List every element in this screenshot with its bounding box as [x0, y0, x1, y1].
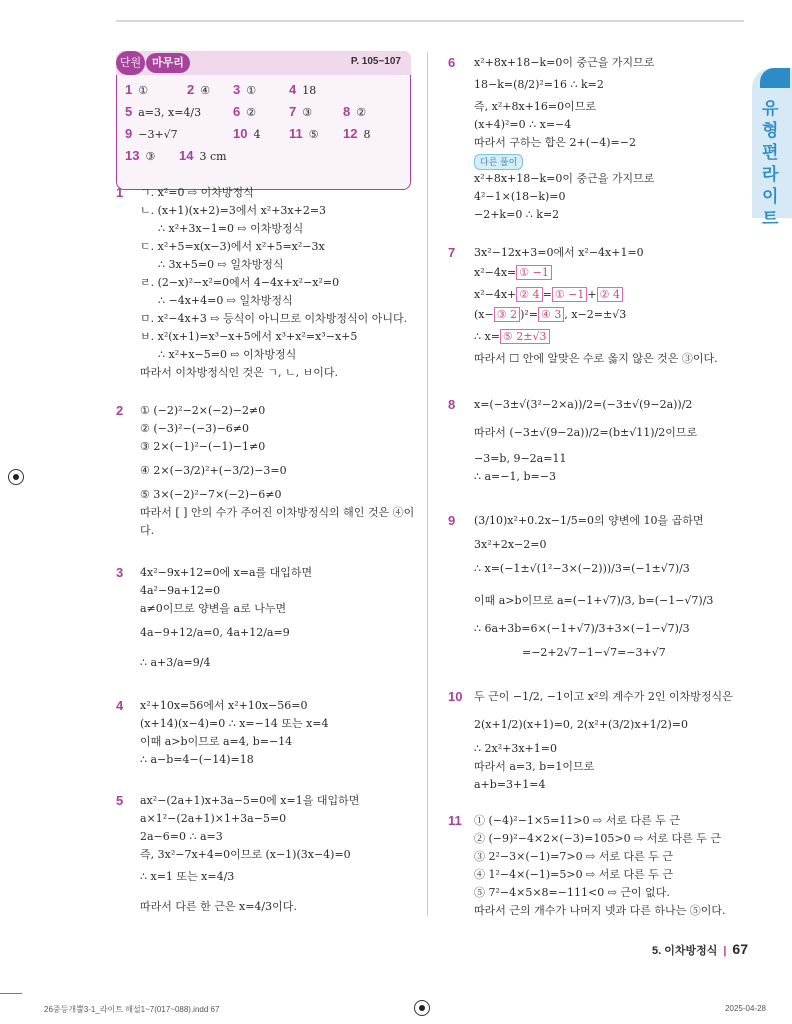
solution-line: 4a−9+12/a=0, 4a+12/a=9 [140, 626, 290, 639]
solution-line: ∴ x²+3x−1=0 ⇨ 이차방정식 [158, 222, 304, 235]
answer-item: 6 ② [233, 104, 257, 119]
question-number: 4 [116, 698, 124, 713]
solution-line: ∴ 6a+3b=6×(−1+√7)/3+3×(−1−√7)/3 [474, 622, 690, 635]
solution-line: ㄴ. (x+1)(x+2)=3에서 x²+3x+2=3 [140, 204, 327, 217]
answer-item: 1 ① [125, 82, 149, 97]
fill-box: ① −1 [552, 287, 588, 302]
solution-line: ④ 2×(−3/2)²+(−3/2)−3=0 [140, 464, 287, 477]
solution-line: 4x²−9x+12=0에 x=a를 대입하면 [140, 566, 313, 579]
solution-line: 따라서 구하는 합은 2+(−4)=−2 [474, 136, 636, 149]
solution-line: 4²−1×(18−k)=0 [474, 190, 566, 203]
solution-line: ④ 1²−4×(−1)=5>0 ⇨ 서로 다른 두 근 [474, 868, 674, 881]
question-number: 3 [116, 565, 124, 580]
solution-line: ∴ 3x+5=0 ⇨ 일차방정식 [158, 258, 284, 271]
solution-line: ㄱ. x²=0 ⇨ 이차방정식 [140, 186, 254, 199]
chapter-title: 5. 이차방정식 [651, 945, 718, 957]
answer-item: 13 ③ [125, 148, 156, 163]
side-tab-label: 유형편 라이트 [762, 99, 779, 228]
solution-line: ② (−3)²−(−3)−6≠0 [140, 422, 250, 435]
solution-line: ⑤ 7²−4×5×8=−111<0 ⇨ 근이 없다. [474, 886, 670, 899]
answer-item: 4 18 [289, 82, 317, 97]
answer-item: 2 ④ [187, 82, 211, 97]
answer-item: 12 8 [343, 126, 371, 141]
unit-title: 마무리 [146, 53, 190, 73]
answer-item: 10 4 [233, 126, 261, 141]
print-slug-date: 2025-04-28 [725, 1004, 766, 1013]
solution-line: (3/10)x²+0.2x−1/5=0의 양변에 10을 곱하면 [474, 514, 704, 527]
solution-line: ㄷ. x²+5=x(x−3)에서 x²+5=x²−3x [140, 240, 325, 253]
solution-line: (x+4)²=0 ∴ x=−4 [474, 118, 572, 131]
page-number: 67 [732, 941, 748, 957]
solution-line: ∴ x²+x−5=0 ⇨ 이차방정식 [158, 348, 297, 361]
solution-line: 따라서 근의 개수가 나머지 넷과 다른 하나는 ⑤이다. [474, 904, 726, 917]
solution-line: (x+14)(x−4)=0 ∴ x=−14 또는 x=4 [140, 717, 329, 730]
solution-line: a≠0이므로 양변을 a로 나누면 [140, 602, 287, 615]
solution-line: x²−4x+ ② 4 = ① −1 + ② 4 [474, 288, 623, 302]
solution-line: 4a²−9a+12=0 [140, 584, 221, 597]
solution-line: ㅁ. x²−4x+3 ⇨ 등식이 아니므로 이차방정식이 아니다. [140, 312, 408, 325]
solution-line: 즉, x²+8x+16=0이므로 [474, 100, 596, 113]
fill-box: ④ 3 [538, 307, 564, 322]
page-range: P. 105~107 [350, 56, 401, 67]
solution-line: 따라서 [ ] 안의 수가 주어진 이차방정식의 해인 것은 ④이 [140, 506, 415, 519]
solution-line: 이때 a>b이므로 a=(−1+√7)/3, b=(−1−√7)/3 [474, 594, 714, 607]
registration-mark-icon [414, 1000, 430, 1016]
answer-item: 11 ⑤ [289, 126, 319, 141]
top-rule [116, 20, 744, 22]
solution-line: 두 근이 −1/2, −1이고 x²의 계수가 2인 이차방정식은 [474, 690, 733, 703]
question-number: 9 [448, 513, 456, 528]
solution-line: ㄹ. (2−x)²−x²=0에서 4−4x+x²−x²=0 [140, 276, 340, 289]
solution-line: ② (−9)²−4×2×(−3)=105>0 ⇨ 서로 다른 두 근 [474, 832, 722, 845]
column-divider [427, 52, 428, 916]
solution-line: x²+10x=56에서 x²+10x−56=0 [140, 699, 308, 712]
fill-box: ② 4 [516, 287, 542, 302]
solution-line: x²+8x+18−k=0이 중근을 가지므로 [474, 56, 655, 69]
page-footer [652, 941, 748, 958]
solution-line: 따라서 (−3±√(9−2a))/2=(b±√11)/2이므로 [474, 426, 698, 439]
footer-separator: | [723, 945, 727, 957]
question-number: 10 [448, 689, 463, 704]
solution-line: −2+k=0 ∴ k=2 [474, 208, 560, 221]
answer-item: 3 ① [233, 82, 257, 97]
solution-line: ① (−2)²−2×(−2)−2≠0 [140, 404, 266, 417]
solution-line: 따라서 다른 한 근은 x=4/3이다. [140, 900, 297, 913]
unit-badge: 단원 [116, 51, 145, 75]
solution-line: x²+8x+18−k=0이 중근을 가지므로 [474, 172, 655, 185]
solution-line: 2(x+1/2)(x+1)=0, 2(x²+(3/2)x+1/2)=0 [474, 718, 688, 731]
answer-item: 8 ② [343, 104, 367, 119]
solution-line: ⑤ 3×(−2)²−7×(−2)−6≠0 [140, 488, 282, 501]
question-number: 7 [448, 245, 456, 260]
solution-line: =−2+2√7−1−√7=−3+√7 [522, 646, 666, 659]
question-number: 1 [116, 185, 124, 200]
crop-mark [0, 993, 22, 994]
question-number: 2 [116, 403, 124, 418]
solution-line: −3=b, 9−2a=11 [474, 452, 567, 465]
solution-line: 2a−6=0 ∴ a=3 [140, 830, 223, 843]
question-number: 8 [448, 397, 456, 412]
answer-box-header [116, 51, 411, 75]
solution-line: ∴ 2x²+3x+1=0 [474, 742, 557, 755]
side-tab-marker [760, 68, 790, 88]
solution-line: ① (−4)²−1×5=11>0 ⇨ 서로 다른 두 근 [474, 814, 681, 827]
question-number: 11 [448, 813, 462, 828]
solution-line: 따라서 ☐ 안에 알맞은 수로 옳지 않은 것은 ③이다. [474, 352, 718, 365]
solution-line: x²−4x= ① −1 [474, 266, 552, 280]
print-slug-file: 26중등개뿔3-1_라이트 해설1~7(017~088).indd 67 [44, 1005, 220, 1014]
solution-line: 다. [140, 524, 155, 537]
solution-line: 따라서 a=3, b=1이므로 [474, 760, 595, 773]
solution-line: ∴ a=−1, b=−3 [474, 470, 556, 483]
fill-box: ② 4 [597, 287, 623, 302]
question-number: 6 [448, 55, 456, 70]
solution-line: ∴ x=(−1±√(1²−3×(−2)))/3=(−1±√7)/3 [474, 562, 690, 575]
solution-line: ∴ x=1 또는 x=4/3 [140, 870, 235, 883]
solution-line: ③ 2×(−1)²−(−1)−1≠0 [140, 440, 266, 453]
solution-line: ㅂ. x²(x+1)=x³−x+5에서 x³+x²=x³−x+5 [140, 330, 358, 343]
solution-line: ax²−(2a+1)x+3a−5=0에 x=1을 대입하면 [140, 794, 360, 807]
registration-mark-icon [8, 469, 24, 485]
answer-item: 7 ③ [289, 104, 313, 119]
solution-line: 따라서 이차방정식인 것은 ㄱ, ㄴ, ㅂ이다. [140, 366, 338, 379]
solution-line: 3x²−12x+3=0에서 x²−4x+1=0 [474, 246, 644, 259]
fill-box: ③ 2 [494, 307, 520, 322]
solution-line: 18−k=(8/2)²=16 ∴ k=2 [474, 78, 604, 91]
answer-item: 9 −3+√7 [125, 126, 178, 141]
solution-line: a+b=3+1=4 [474, 778, 546, 791]
answer-summary-box [116, 51, 411, 190]
solution-line: 이때 a>b이므로 a=4, b=−14 [140, 735, 293, 748]
fill-box: ① −1 [516, 265, 552, 280]
solution-line: 3x²+2x−2=0 [474, 538, 547, 551]
alt-solution-label: 다른 풀이 [474, 154, 523, 170]
fill-box: ⑤ 2±√3 [500, 329, 550, 344]
side-tab [752, 68, 792, 228]
answer-item: 14 3 cm [179, 148, 227, 163]
solution-line: ∴ −4x+4=0 ⇨ 일차방정식 [158, 294, 293, 307]
solution-line: ∴ a+3/a=9/4 [140, 656, 211, 669]
solution-line: ③ 2²−3×(−1)=7>0 ⇨ 서로 다른 두 근 [474, 850, 674, 863]
solution-line: a×1²−(2a+1)×1+3a−5=0 [140, 812, 287, 825]
answer-item: 5 a=3, x=4/3 [125, 104, 202, 119]
question-number: 5 [116, 793, 124, 808]
solution-line: ∴ a−b=4−(−14)=18 [140, 753, 254, 766]
solution-line: (x− ③ 2 )²= ④ 3 , x−2=±√3 [474, 308, 627, 321]
solution-line: x=(−3±√(3²−2×a))/2=(−3±√(9−2a))/2 [474, 398, 693, 411]
solution-line: 즉, 3x²−7x+4=0이므로 (x−1)(3x−4)=0 [140, 848, 351, 861]
solution-line: ∴ x= ⑤ 2±√3 [474, 330, 550, 344]
